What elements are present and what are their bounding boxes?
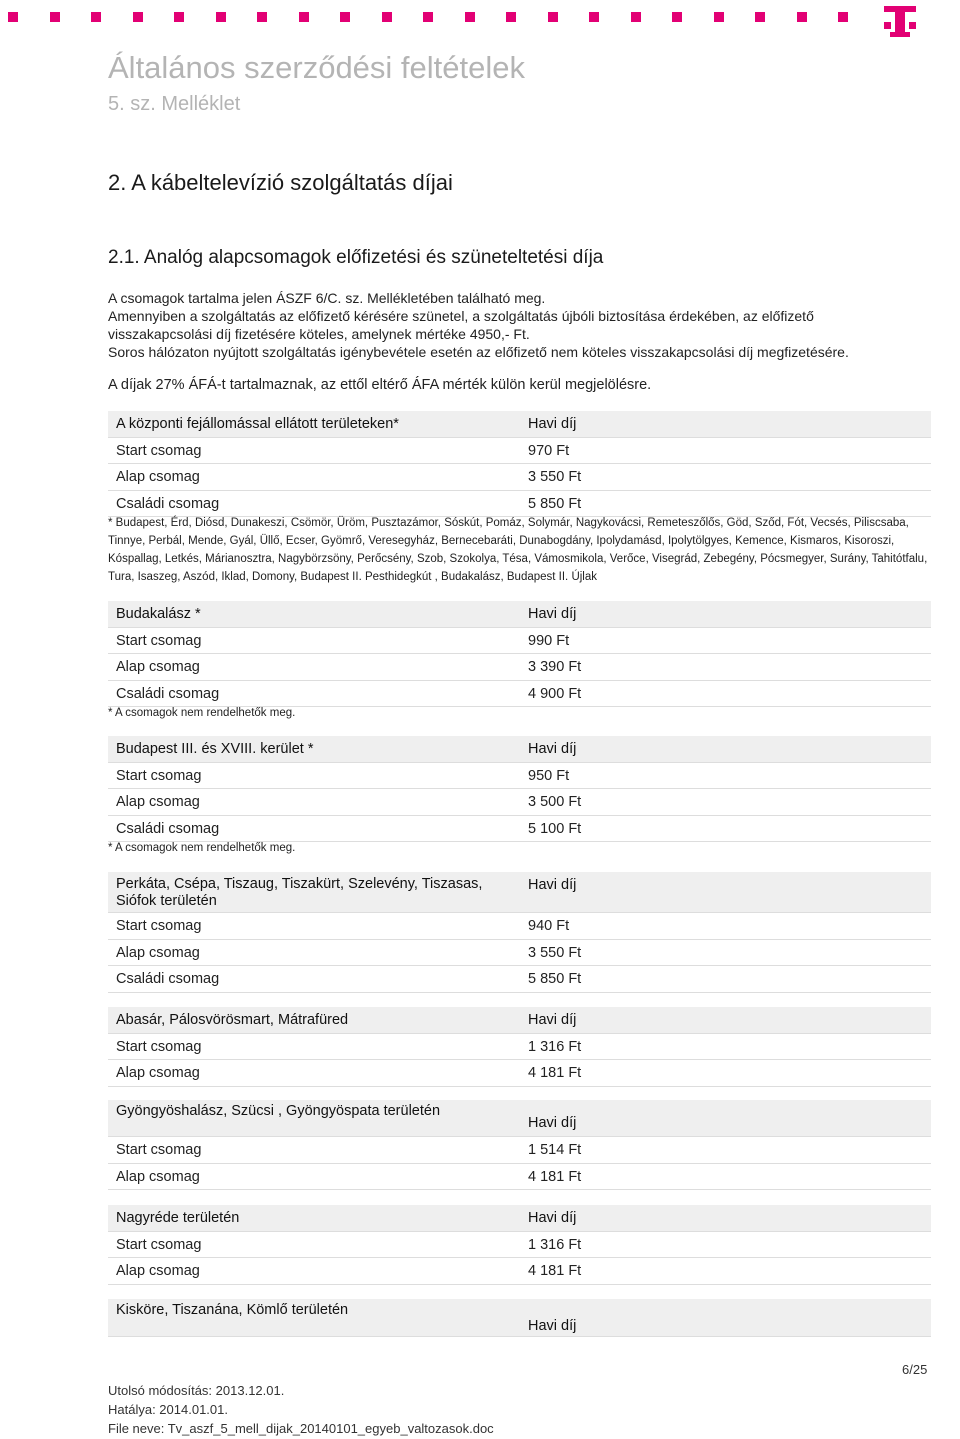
vat-note: A díjak 27% ÁFÁ-t tartalmaznak, az ettől eltérő ÁFA mérték külön kerül megjelölésre. bbox=[108, 377, 652, 393]
package-name: Start csomag bbox=[116, 767, 202, 784]
brand-dot bbox=[50, 12, 60, 22]
package-price: 4 181 Ft bbox=[528, 1065, 582, 1081]
area-name: Kisköre, Tiszanána, Kömlő területén bbox=[116, 1302, 349, 1318]
table-row bbox=[108, 628, 931, 655]
price-table-nagyrede bbox=[108, 1205, 931, 1285]
intro-line: A csomagok tartalma jelen ÁSZF 6/C. sz. Mellékletében található meg. bbox=[108, 290, 546, 306]
area-name: A központi fejállomással ellátott területeken* bbox=[116, 416, 399, 432]
area-name-line: Siófok területén bbox=[116, 893, 217, 909]
table-row bbox=[108, 966, 931, 993]
package-price: 970 Ft bbox=[528, 442, 570, 459]
table-header-row bbox=[108, 1100, 931, 1137]
brand-dot bbox=[340, 12, 350, 22]
package-name: Alap csomag bbox=[116, 1168, 200, 1185]
package-name: Start csomag bbox=[116, 1236, 202, 1253]
table-row bbox=[108, 1232, 931, 1259]
price-table-budakalasz bbox=[108, 601, 931, 707]
table-row bbox=[108, 1060, 931, 1087]
brand-dot bbox=[299, 12, 309, 22]
table-header-row bbox=[108, 411, 931, 438]
not-orderable-note: * A csomagok nem rendelhetők meg. bbox=[108, 707, 296, 719]
package-name: Alap csomag bbox=[116, 794, 200, 810]
price-table-perkata-siofok bbox=[108, 872, 931, 993]
package-price: 3 550 Ft bbox=[528, 469, 582, 485]
brand-dot bbox=[465, 12, 475, 22]
area-name: Gyöngyöshalász, Szücsi , Gyöngyöspata területén bbox=[116, 1103, 441, 1119]
package-price: 4 181 Ft bbox=[528, 1168, 582, 1185]
table-row bbox=[108, 1137, 931, 1164]
footer-last-modified: Utolsó módosítás: 2013.12.01. bbox=[108, 1383, 285, 1398]
package-name: Családi csomag bbox=[116, 685, 220, 702]
package-price: 3 390 Ft bbox=[528, 659, 582, 675]
intro-line: Soros hálózaton nyújtott szolgáltatás igénybevétele esetén az előfizető nem köteles visszakapcsolási díj megfizetésére. bbox=[108, 344, 849, 360]
brand-header-bar bbox=[0, 0, 960, 40]
table-row bbox=[108, 654, 931, 681]
table-row bbox=[108, 1258, 931, 1285]
brand-dot bbox=[589, 12, 599, 22]
area-name: Budapest III. és XVIII. kerület * bbox=[116, 741, 314, 757]
package-name: Családi csomag bbox=[116, 820, 220, 837]
package-price: 950 Ft bbox=[528, 767, 570, 784]
package-price: 1 316 Ft bbox=[528, 1236, 582, 1253]
package-name: Start csomag bbox=[116, 442, 202, 459]
brand-dot bbox=[672, 12, 682, 22]
package-name: Alap csomag bbox=[116, 469, 200, 485]
brand-dot bbox=[91, 12, 101, 22]
fee-header: Havi díj bbox=[528, 606, 577, 622]
table-header-row bbox=[108, 601, 931, 628]
central-area-note-line: Tinnye, Perbál, Mende, Gyál, Üllő, Ecser, Gyömrő, Veresegyház, Bernecebaráti, Dunabogdány, Ipolydamásd, Ipolytölgyes, Kemence, Kismaros, Kisoroszi, bbox=[108, 535, 895, 547]
central-area-note-line: * Budapest, Érd, Diósd, Dunakeszi, Csömör, Üröm, Pusztazámor, Sóskút, Pomáz, Solymár, Nagykovácsi, Remeteszőlős, Göd, Sződ, Fót, Vecsés, Piliscsaba, bbox=[108, 517, 909, 529]
package-name: Start csomag bbox=[116, 918, 202, 934]
package-price: 4 181 Ft bbox=[528, 1263, 582, 1279]
brand-dot bbox=[382, 12, 392, 22]
price-table-budapest-iii-xviii bbox=[108, 736, 931, 842]
table-row bbox=[108, 763, 931, 790]
fee-header: Havi díj bbox=[528, 741, 577, 757]
subsection-title: 2.1. Analóg alapcsomagok előfizetési és szüneteltetési díja bbox=[108, 247, 604, 268]
brand-dots bbox=[8, 12, 880, 22]
price-table-abasar bbox=[108, 1007, 931, 1087]
package-price: 1 514 Ft bbox=[528, 1142, 582, 1158]
area-name: Nagyréde területén bbox=[116, 1210, 240, 1226]
brand-dot bbox=[8, 12, 18, 22]
central-area-note-line: Kóspallag, Letkés, Márianosztra, Nagybörzsöny, Perőcsény, Szob, Szokolya, Tésa, Vámosmikola, Verőce, Visegrád, Zebegény, Pócsmegyer, Surány, Tahitótfalu, bbox=[108, 553, 928, 565]
package-name: Alap csomag bbox=[116, 944, 200, 961]
page-number: 6/25 bbox=[902, 1362, 928, 1377]
package-price: 940 Ft bbox=[528, 918, 570, 934]
table-header-row bbox=[108, 1205, 931, 1232]
brand-dot bbox=[797, 12, 807, 22]
area-name: Budakalász * bbox=[116, 606, 201, 622]
fee-header: Havi díj bbox=[528, 1318, 577, 1334]
package-name: Start csomag bbox=[116, 1038, 202, 1055]
central-area-note-line: Tura, Isaszeg, Aszód, Iklad, Domony, Budapest II. Pesthidegkút , Budakalász, Budapest II. Újlak bbox=[108, 571, 598, 583]
fee-header: Havi díj bbox=[528, 1115, 577, 1131]
fee-header: Havi díj bbox=[528, 1210, 577, 1226]
package-name: Start csomag bbox=[116, 1142, 202, 1158]
package-name: Családi csomag bbox=[116, 495, 220, 512]
brand-dot bbox=[216, 12, 226, 22]
footer-filename: File neve: Tv_aszf_5_mell_dijak_20140101_egyeb_valtozasok.doc bbox=[108, 1421, 494, 1436]
package-price: 5 100 Ft bbox=[528, 820, 582, 837]
footer-effective-date: Hatálya: 2014.01.01. bbox=[108, 1402, 228, 1417]
brand-dot bbox=[714, 12, 724, 22]
area-name bbox=[116, 876, 482, 910]
fee-header: Havi díj bbox=[528, 877, 577, 893]
package-price: 5 850 Ft bbox=[528, 495, 582, 512]
table-header-row bbox=[108, 736, 931, 763]
brand-dot bbox=[133, 12, 143, 22]
intro-line: Amennyiben a szolgáltatás az előfizető kérésére szünetel, a szolgáltatás újbóli biztosítása érdekében, az előfizető bbox=[108, 308, 814, 324]
document-title: Általános szerződési feltételek bbox=[108, 50, 526, 85]
brand-dot bbox=[506, 12, 516, 22]
telekom-t-logo-icon bbox=[884, 2, 916, 38]
fee-header: Havi díj bbox=[528, 416, 577, 432]
brand-dot bbox=[631, 12, 641, 22]
table-row bbox=[108, 789, 931, 816]
package-name: Start csomag bbox=[116, 632, 202, 649]
table-header-row bbox=[108, 1007, 931, 1034]
not-orderable-note: * A csomagok nem rendelhetők meg. bbox=[108, 842, 296, 854]
package-price: 4 900 Ft bbox=[528, 685, 582, 702]
area-name-line: Perkáta, Csépa, Tiszaug, Tiszakürt, Szelevény, Tiszasas, bbox=[116, 876, 483, 892]
brand-dot bbox=[423, 12, 433, 22]
brand-dot bbox=[755, 12, 765, 22]
brand-dot bbox=[548, 12, 558, 22]
package-price: 5 850 Ft bbox=[528, 971, 582, 987]
brand-dot bbox=[838, 12, 848, 22]
package-price: 990 Ft bbox=[528, 632, 570, 649]
package-name: Családi csomag bbox=[116, 971, 220, 987]
table-row bbox=[108, 1164, 931, 1191]
table-header-row bbox=[108, 872, 931, 913]
package-price: 3 500 Ft bbox=[528, 794, 582, 810]
package-price: 1 316 Ft bbox=[528, 1038, 582, 1055]
intro-line: visszakapcsolási díj fizetésére köteles, amelynek mértéke 4950,- Ft. bbox=[108, 326, 530, 342]
table-row bbox=[108, 940, 931, 967]
price-table-kiskore bbox=[108, 1299, 931, 1337]
price-table-central bbox=[108, 411, 931, 517]
package-price: 3 550 Ft bbox=[528, 944, 582, 961]
table-header-row bbox=[108, 1299, 931, 1337]
table-row bbox=[108, 438, 931, 465]
package-name: Alap csomag bbox=[116, 659, 200, 675]
package-name: Alap csomag bbox=[116, 1263, 200, 1279]
document-subtitle: 5. sz. Melléklet bbox=[108, 93, 241, 115]
brand-dot bbox=[257, 12, 267, 22]
fee-header: Havi díj bbox=[528, 1012, 577, 1028]
area-name: Abasár, Pálosvörösmart, Mátrafüred bbox=[116, 1012, 349, 1028]
table-row bbox=[108, 464, 931, 491]
price-table-gyongyoshalasz bbox=[108, 1100, 931, 1190]
section-title: 2. A kábeltelevízió szolgáltatás díjai bbox=[108, 170, 453, 195]
table-row bbox=[108, 1034, 931, 1061]
package-name: Alap csomag bbox=[116, 1065, 200, 1081]
brand-dot bbox=[174, 12, 184, 22]
table-row bbox=[108, 913, 931, 940]
